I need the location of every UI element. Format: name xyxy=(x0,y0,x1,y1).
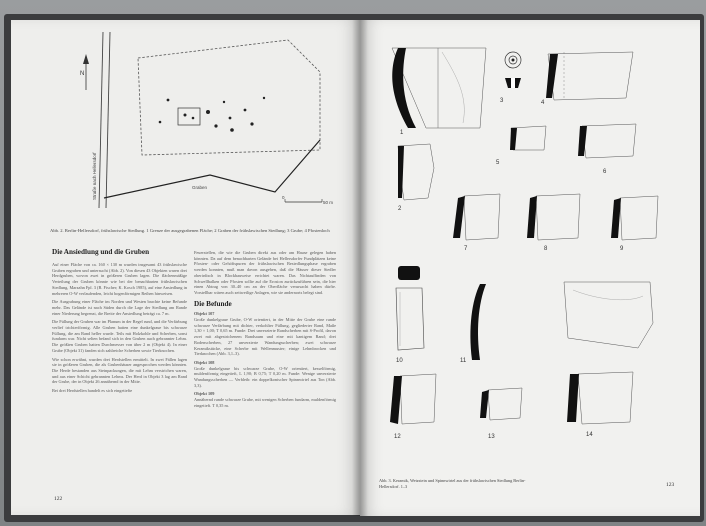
section-heading-finds: Die Befunde xyxy=(194,299,232,308)
find-number-label: 11 xyxy=(460,358,467,364)
find-number-label: 13 xyxy=(488,434,495,440)
object-title: Objekt 107 xyxy=(194,311,215,317)
road-label: Straße nach Hellersdorf xyxy=(92,152,97,200)
object-description: Annähernd runde schwarze Grube, mit wenigen Scherben fundarm, muldenförmig eingetieft. T 0,35 m. xyxy=(194,397,336,408)
scale-zero-label: 0 xyxy=(282,195,285,200)
paragraph: Die Ausgrabung einer Fläche im Norden und Westen brachte keine Befunde mehr. Das Gelände ist nach Süden durch die Lage der Siedlung am Rande einer Niederung begrenzt, die Breite der Ansiedlung beträgt ca. 7 m. xyxy=(52,299,187,316)
find-drawing-6 xyxy=(578,124,636,175)
object-title: Objekt 109 xyxy=(194,391,215,397)
excavation-site-plan xyxy=(20,30,350,210)
find-drawing-7 xyxy=(453,194,500,252)
find-number-label: 3 xyxy=(500,98,504,104)
figure-caption-right: Abb. 3. Keramik, Wetzstein und Spinnwirtel aus der frühslawischen Siedlung Berlin-Hellersdorf. 1–3 xyxy=(379,478,526,489)
paragraph: Auf einer Fläche von ca. 160 × 130 m wurden insgesamt 43 frühslawische Gruben ergraben und untersucht (Abb. 2). Von diesen 43 Objekten waren drei Herdgruben, wovon zwei in größeren Gruben lagen. Die flächenmäßige Verteilung der Gruben könnte wie bei der benachbarten frühslawischen Siedlung, Marzahn Fpl. 3 (B. Fischer; K. Kosch 1985), auf eine Ansiedlung in mehreren O-W verlaufenden, leicht bogenförmigen Reihen hinweisen. xyxy=(52,262,187,296)
road-line-1 xyxy=(99,32,103,208)
object-description: Große dunkelgraue bis schwarze Grube, O-W orientiert, kesselförmig, muldenförmig eingetieft, L 1,90; B 0,75; T 0,20 m. Funde: Wenige unverzierte Wandungsscherben — Verbleib: ein doppelkonischer Spinnwirtel aus Ton (Abb. 3,3). xyxy=(194,365,336,388)
find-drawing-9 xyxy=(611,196,658,252)
north-label: N xyxy=(80,71,85,77)
pit-features xyxy=(159,97,266,132)
object-description: Große dunkelgraue Grube, O-W orientiert, in der Mitte der Grube eine runde schwarze Verfärbung mit dichter, verkohlter Füllung, gegliederter Rand, Maße 1,30 × 1,00; T 0,65 m. Funde: Drei unverzierte Randscherben mit S-Profil, davon zwei mit abgestrichenem Randsaum und eine mit kantigem Rand; drei Bodenscherben, 27 unverzierte Wandungsscherben; zwei schwarze Keramikstücke, eine Scherbe mit Wellenmuster; einige Lehmbrocken und Tierknochen (Abb. 3,1–3). xyxy=(194,317,336,357)
find-number-label: 10 xyxy=(396,358,403,364)
ditch-line xyxy=(104,140,320,198)
page-number-right: 123 xyxy=(666,482,675,488)
find-drawing-13 xyxy=(480,388,522,440)
find-number-label: 6 xyxy=(603,169,607,175)
find-number-label: 4 xyxy=(541,100,545,106)
north-arrow-head xyxy=(83,54,89,64)
paragraph: Bei drei Herdstellen handelt es sich eingetiefte xyxy=(52,388,133,394)
find-drawing-11 xyxy=(460,282,653,364)
find-drawing-2 xyxy=(398,144,434,212)
find-drawing-12 xyxy=(390,374,436,440)
object-title: Objekt 108 xyxy=(194,359,215,365)
text-column-1 xyxy=(52,262,187,397)
find-number-label: 9 xyxy=(620,246,624,252)
find-drawing-1 xyxy=(392,48,486,136)
find-number-label: 2 xyxy=(398,206,402,212)
find-drawing-14 xyxy=(567,372,633,438)
road-line-2 xyxy=(106,32,110,208)
paragraph: Die Füllung der Gruben war im Planum in der Regel rund, und die Verfärbung verlief trichterförmig. Alle Gruben hatten eine dunkelgraue bis schwarze Füllung, die am Rand heller wurde. Teils mit Holzkohle und Scherben, sonst fundarm war. Nicht selten befand sich in den Gruben auch gebrannter Lehm. Die größten Gruben hatten Durchmesser von über 2 m (Objekt 4). In einer Grube (Objekt 31) fanden sich zahlreiche Scherben sowie Tierknochen. xyxy=(52,319,187,353)
figure-caption-left: Abb. 2. Berlin-Hellersdorf, frühslawische Siedlung. 1 Grenze der ausgegrabenen Fläche; 2 Graben der frühslawischen Siedlung; 3 Grube; 4 Pfostenloch xyxy=(50,228,330,233)
find-drawing-3 xyxy=(500,52,521,104)
find-number-label: 5 xyxy=(496,160,500,166)
find-drawing-5 xyxy=(496,126,546,166)
section-heading-settlement: Die Ansiedlung und die Gruben xyxy=(52,248,150,256)
excavation-boundary xyxy=(138,40,320,155)
scale-label: 50 m xyxy=(323,200,334,205)
page-number-left: 122 xyxy=(54,496,63,502)
find-drawing-10 xyxy=(396,266,424,364)
find-number-label: 12 xyxy=(394,434,401,440)
text-column-2 xyxy=(194,250,336,412)
paragraph: Feuerstellen, die wie die Gruben direkt aus oder am Hause gelegen haben könnten. Da auf dem benachbarten Gelände bei Hellersdorfer Fundplätzen keine Pfosten- oder Gehöftspuren der frühslawischen Besiedlungsphase ergraben werden konnten, muß man davon ausgehen, daß die Häuser dieser Siedler oberirdisch in Blockbauweise errichtet waren. Das Nichtauffinden von Schwellbalken oder Pfosten sollte auf die Erosion zurückzuführen sein, die hier einen Abtrag von 30–40 cm an der Oberfläche verursacht haben dürfte. Vorstellbar wären auch zeitweilige Anlagen, wie sie andernorts belegt sind. xyxy=(194,250,336,295)
find-drawing-4 xyxy=(541,52,633,106)
find-number-label: 14 xyxy=(586,432,593,438)
find-number-label: 7 xyxy=(464,246,468,252)
pottery-finds-plate xyxy=(368,38,698,488)
book-gutter-shadow xyxy=(352,20,368,516)
paragraph: Wie schon erwähnt, wurden drei Herdstellen ermittelt. In zwei Fällen lagen sie in größeren Gruben, die als Grubenhäuser angesprochen werden könnten. Die Herde bestanden aus Steinpackungen, die mit Lehm verstrichen waren, und aus einer Schicht gebrannten Lehms. Der Herd in Objekt 3 lag am Rand der Grube, der in Objekt 26 annähernd in der Mitte. xyxy=(52,356,187,385)
ditch-label: Graben xyxy=(192,185,208,190)
find-number-label: 1 xyxy=(400,130,404,136)
find-number-label: 8 xyxy=(544,246,548,252)
find-drawing-8 xyxy=(527,194,580,252)
